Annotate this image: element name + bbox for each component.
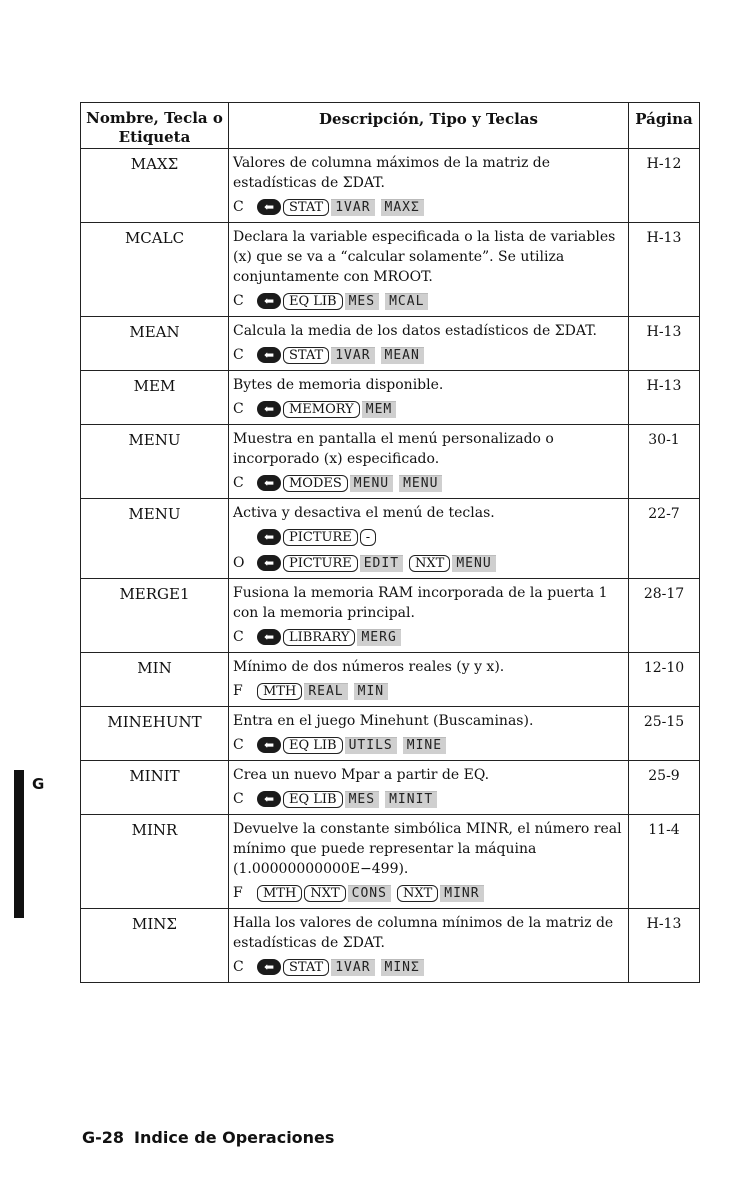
operations-table [80,102,700,983]
operation-description-cell [229,149,629,223]
menu-softkey: MENU [399,475,442,492]
left-shift-key-icon: ⬅ [257,293,281,309]
type-code: C [233,401,244,417]
page-reference: 25-9 [629,761,700,815]
operation-name: MERGE1 [81,579,229,653]
calculator-key: EQ LIB [283,737,343,754]
type-code: C [233,347,244,363]
menu-softkey: MINIT [385,791,437,808]
header-description: Descripción, Tipo y Teclas [229,103,629,149]
operation-description: Declara la variable especificada o la lista de variables (x) que se va a “calcular solamente”. Se utiliza conjuntamente con MROOT. [233,229,616,285]
keystroke-sequence [233,195,622,219]
operation-description: Fusiona la memoria RAM incorporada de la puerta 1 con la memoria principal. [233,585,608,621]
calculator-key: - [360,529,376,546]
table-row [81,317,700,371]
table-row [81,815,700,909]
calculator-key: NXT [397,885,438,902]
section-tab-letter: G [32,775,45,793]
menu-softkey: MINE [403,737,446,754]
menu-softkey: 1VAR [331,347,374,364]
menu-softkey: MENU [452,555,495,572]
calculator-key: STAT [283,959,329,976]
keystroke-sequence [233,787,622,811]
page-reference: H-13 [629,317,700,371]
left-shift-key-icon: ⬅ [257,555,281,571]
keystroke-sequence [233,343,622,367]
type-code: O [233,555,245,571]
keystroke-sequence [233,679,622,703]
type-code: F [233,885,243,901]
operation-description-cell [229,425,629,499]
calculator-key: MTH [257,885,302,902]
operation-description: Activa y desactiva el menú de teclas. [233,505,495,521]
page-footer [82,1128,344,1147]
page-reference: 22-7 [629,499,700,579]
operation-description-cell [229,317,629,371]
operation-description: Mínimo de dos números reales (y y x). [233,659,505,675]
operation-description: Halla los valores de columna mínimos de la matriz de estadísticas de ΣDAT. [233,915,614,951]
calculator-key: PICTURE [283,529,358,546]
left-shift-key-icon: ⬅ [257,475,281,491]
calculator-key: STAT [283,199,329,216]
page-reference: H-13 [629,371,700,425]
table-row [81,653,700,707]
operation-description: Valores de columna máximos de la matriz de estadísticas de ΣDAT. [233,155,551,191]
menu-softkey: MAXΣ [381,199,424,216]
keystroke-sequence [233,525,622,549]
menu-softkey: MEM [362,401,396,418]
type-code: C [233,737,244,753]
left-shift-key-icon: ⬅ [257,199,281,215]
operation-name: MENU [81,499,229,579]
operation-description: Muestra en pantalla el menú personalizado o incorporado (x) especificado. [233,431,554,467]
left-shift-key-icon: ⬅ [257,629,281,645]
left-shift-key-icon: ⬅ [257,401,281,417]
menu-softkey: 1VAR [331,959,374,976]
left-shift-key-icon: ⬅ [257,737,281,753]
table-row [81,579,700,653]
calculator-key: NXT [409,555,450,572]
table-row [81,499,700,579]
operation-name: MEM [81,371,229,425]
keystroke-sequence [233,881,622,905]
menu-softkey: MEAN [381,347,424,364]
operation-description-cell [229,815,629,909]
left-shift-key-icon: ⬅ [257,347,281,363]
type-code: C [233,475,244,491]
page-reference: H-12 [629,149,700,223]
table-row [81,909,700,983]
type-code: C [233,791,244,807]
operation-name: MEAN [81,317,229,371]
page-reference: 11-4 [629,815,700,909]
table-row [81,223,700,317]
operation-name: MCALC [81,223,229,317]
operation-name: MIN [81,653,229,707]
operation-description: Calcula la media de los datos estadísticos de ΣDAT. [233,323,597,339]
keystroke-sequence [233,733,622,757]
table-row [81,149,700,223]
menu-softkey: MINΣ [381,959,424,976]
table-header-row [81,103,700,149]
table-row [81,761,700,815]
calculator-key: MEMORY [283,401,360,418]
calculator-key: EQ LIB [283,293,343,310]
operation-description: Bytes de memoria disponible. [233,377,444,393]
calculator-key: STAT [283,347,329,364]
keystroke-sequence [233,289,622,313]
keystroke-sequence [233,471,622,495]
type-code: C [233,293,244,309]
menu-softkey: EDIT [360,555,403,572]
operation-name: MAXΣ [81,149,229,223]
footer-title: Indice de Operaciones [134,1128,335,1147]
menu-softkey: CONS [348,885,391,902]
keystroke-sequence [233,397,622,421]
calculator-key: MTH [257,683,302,700]
type-code: C [233,199,244,215]
operation-name: MENU [81,425,229,499]
calculator-key: PICTURE [283,555,358,572]
left-shift-key-icon: ⬅ [257,959,281,975]
menu-softkey: MINR [440,885,483,902]
left-shift-key-icon: ⬅ [257,791,281,807]
left-shift-key-icon: ⬅ [257,529,281,545]
operation-name: MINΣ [81,909,229,983]
calculator-key: NXT [304,885,345,902]
table-row [81,707,700,761]
operation-description-cell [229,653,629,707]
menu-softkey: MENU [350,475,393,492]
operation-name: MINIT [81,761,229,815]
menu-softkey: MCAL [385,293,428,310]
table-row [81,425,700,499]
operation-description-cell [229,909,629,983]
page-reference: 25-15 [629,707,700,761]
operation-name: MINR [81,815,229,909]
operation-description-cell [229,707,629,761]
menu-softkey: MERG [357,629,400,646]
operation-description-cell [229,579,629,653]
type-code: C [233,959,244,975]
page-reference: H-13 [629,223,700,317]
page-reference: H-13 [629,909,700,983]
operation-description-cell [229,223,629,317]
keystroke-sequence [233,955,622,979]
keystroke-sequence [233,551,622,575]
operation-description: Crea un nuevo Mpar a partir de EQ. [233,767,490,783]
header-page: Página [629,103,700,149]
page-reference: 28-17 [629,579,700,653]
operation-description-cell [229,499,629,579]
footer-page-number: G-28 [82,1128,125,1147]
menu-softkey: REAL [304,683,347,700]
calculator-key: MODES [283,475,348,492]
table-body [81,149,700,983]
type-code: F [233,683,243,699]
type-code: C [233,629,244,645]
header-name: Nombre, Tecla o Etiqueta [81,103,229,149]
menu-softkey: MES [345,293,379,310]
calculator-key: EQ LIB [283,791,343,808]
keystroke-sequence [233,625,622,649]
menu-softkey: UTILS [345,737,397,754]
operation-description-cell [229,371,629,425]
menu-softkey: MIN [354,683,388,700]
operation-description-cell [229,761,629,815]
page-reference: 30-1 [629,425,700,499]
section-tab-bar [14,770,24,918]
operation-name: MINEHUNT [81,707,229,761]
page-reference: 12-10 [629,653,700,707]
menu-softkey: MES [345,791,379,808]
operation-description: Devuelve la constante simbólica MINR, el número real mínimo que puede representar la máquina (1.00000000000E−499). [233,821,622,877]
table-row [81,371,700,425]
calculator-key: LIBRARY [283,629,355,646]
operation-description: Entra en el juego Minehunt (Buscaminas). [233,713,534,729]
menu-softkey: 1VAR [331,199,374,216]
